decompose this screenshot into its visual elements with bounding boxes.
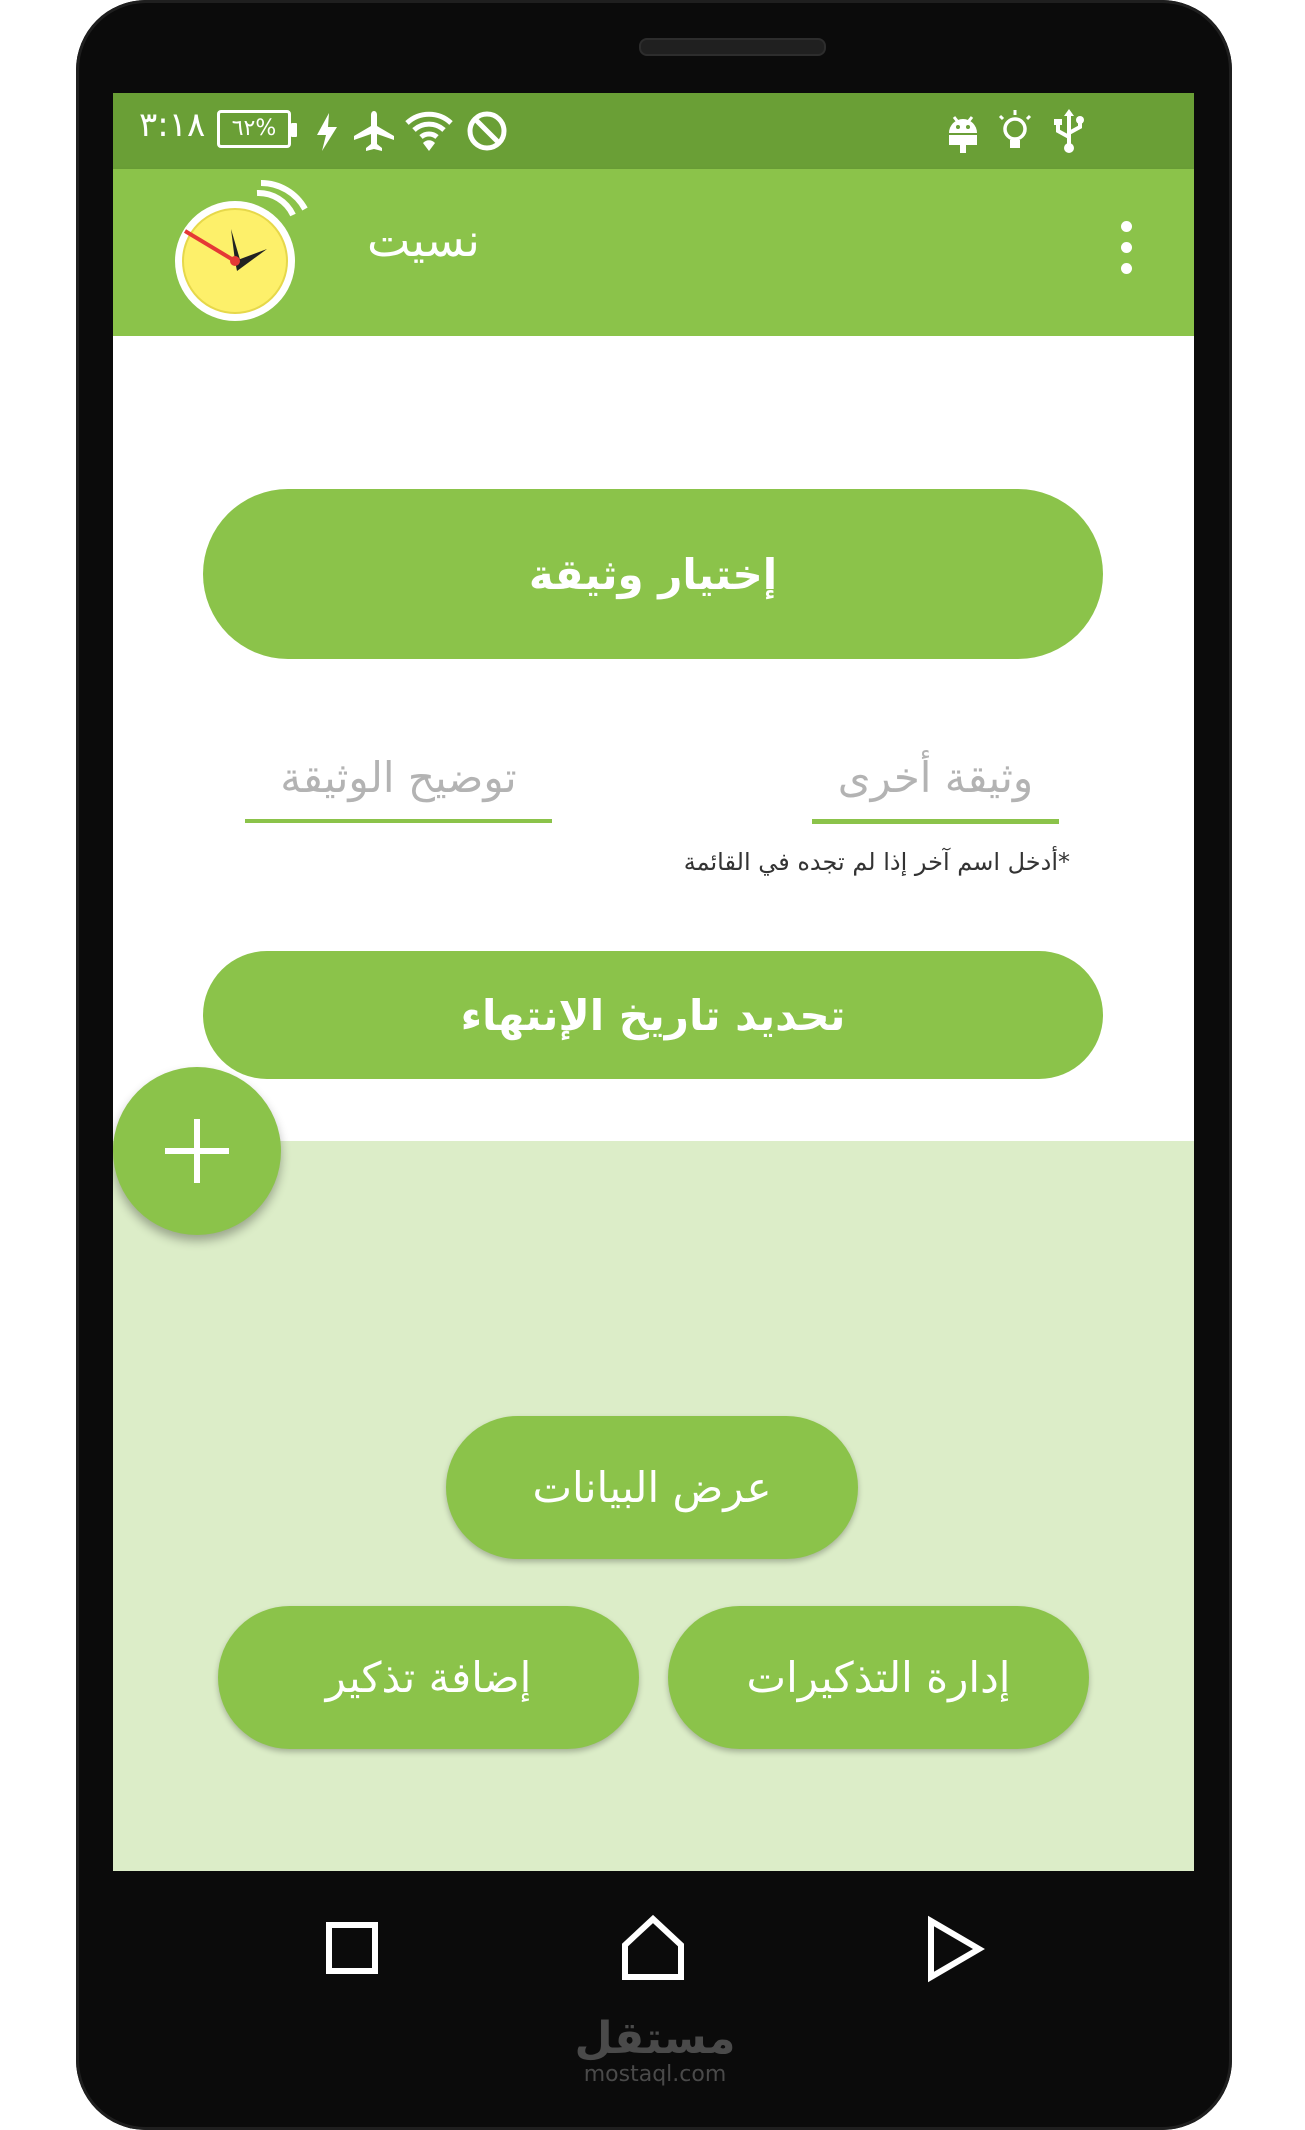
app-title: نسيت — [367, 213, 480, 267]
wifi-icon — [405, 107, 453, 155]
airplane-icon — [350, 107, 398, 155]
watermark-latin: mostaql.com — [583, 2062, 727, 2087]
usb-icon — [1045, 107, 1093, 155]
add-reminder-button[interactable]: إضافة تذكير — [218, 1606, 639, 1749]
phone-speaker — [639, 38, 826, 56]
clock-logo-icon — [165, 175, 315, 325]
main-content — [113, 336, 1194, 1871]
watermark — [540, 2015, 770, 2087]
plus-icon — [113, 1067, 281, 1235]
set-expiry-date-button[interactable]: تحديد تاريخ الإنتهاء — [203, 951, 1103, 1079]
status-bar — [113, 93, 1194, 169]
recents-icon[interactable] — [313, 1909, 393, 1989]
watermark-arabic: مستقل — [574, 2013, 736, 2064]
select-document-button[interactable]: إختيار وثيقة — [203, 489, 1103, 659]
back-icon[interactable] — [913, 1909, 993, 1989]
android-debug-icon — [939, 107, 987, 155]
document-description-field[interactable]: توضيح الوثيقة — [245, 753, 552, 823]
other-document-hint: *أدخل اسم آخر إذا لم تجده في القائمة — [683, 848, 1070, 876]
screen — [113, 93, 1194, 1871]
overflow-menu-icon[interactable] — [1113, 221, 1139, 283]
home-icon[interactable] — [613, 1909, 693, 1989]
view-data-button[interactable]: عرض البيانات — [446, 1416, 858, 1559]
add-fab-button[interactable] — [113, 1067, 281, 1235]
other-document-field[interactable]: وثيقة أخرى — [812, 753, 1059, 824]
charging-icon — [303, 107, 351, 155]
status-time: ٣:١٨ — [139, 105, 206, 145]
do-not-disturb-icon — [463, 107, 511, 155]
battery-level: %٦٢ — [231, 116, 277, 141]
app-bar — [113, 169, 1194, 336]
battery-icon — [217, 110, 291, 148]
lightbulb-icon — [991, 107, 1039, 155]
manage-reminders-button[interactable]: إدارة التذكيرات — [668, 1606, 1089, 1749]
